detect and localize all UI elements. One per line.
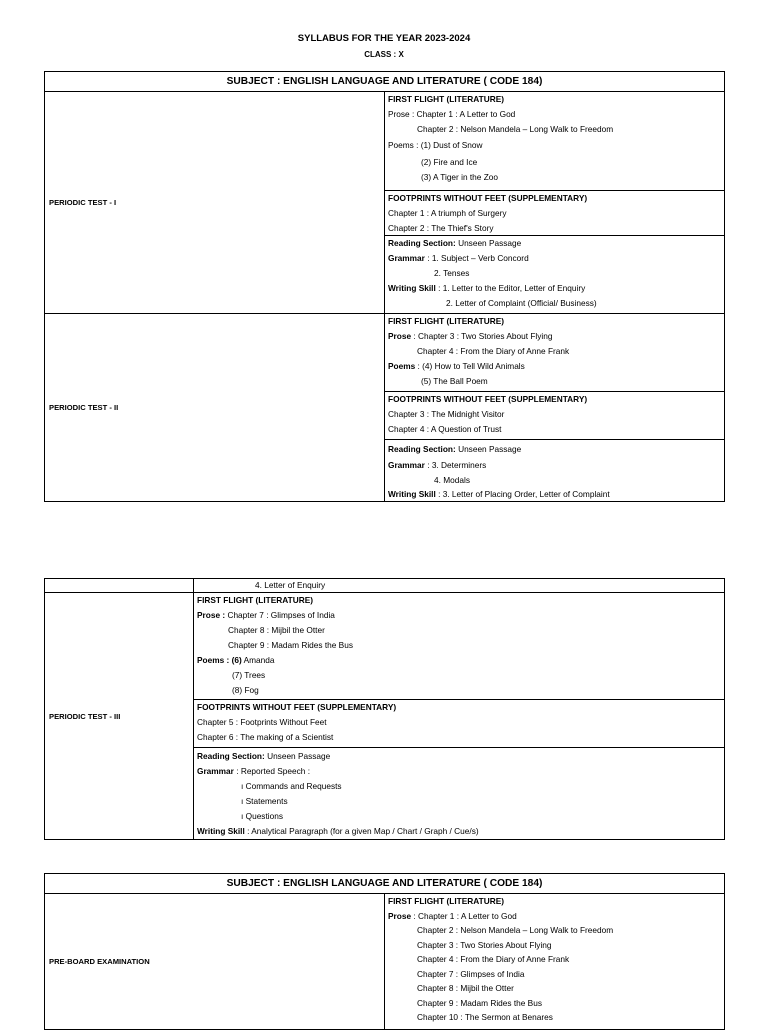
grammar-value: : 3. Determiners: [424, 460, 487, 470]
chapter-line: Chapter 8 : Mijbil the Otter: [228, 624, 325, 635]
reading-grammar-cell: [385, 236, 725, 314]
pre-board-label: PRE-BOARD EXAMINATION: [45, 894, 385, 1030]
table-row: [45, 593, 725, 700]
syllabus-table-2: [44, 578, 725, 840]
poems-value: : (4) How to Tell Wild Animals: [415, 360, 525, 371]
periodic-test-3-label: PERIODIC TEST - III: [45, 593, 194, 840]
prose-label: Prose :: [197, 609, 226, 620]
reading-value: Unseen Passage: [455, 238, 522, 248]
empty-label-cell: [45, 579, 194, 593]
writing-line: [197, 824, 721, 839]
chapter-line: Chapter 7 : Glimpses of India: [417, 968, 525, 979]
poem-line: (3) A Tiger in the Zoo: [421, 171, 499, 182]
chapter-line: Chapter 10 : The Sermon at Benares: [417, 1012, 553, 1022]
reading-label: Reading Section:: [388, 444, 456, 454]
chapter-line: Chapter 4 : From the Diary of Anne Frank: [417, 954, 570, 964]
prose-line: [388, 329, 721, 344]
first-flight-cell: [385, 92, 725, 191]
writing-value: : 1. Letter to the Editor, Letter of Enquiry: [435, 283, 586, 293]
writing-line: [388, 488, 721, 501]
syllabus-table-1: [44, 71, 725, 502]
footprints-cell: [194, 700, 725, 748]
grammar-item-text: Questions: [245, 811, 283, 821]
reading-grammar-cell: [385, 440, 725, 502]
poems-value: Amanda: [241, 654, 275, 665]
grammar-line: [388, 458, 721, 473]
syllabus-table-3: [44, 873, 725, 1030]
prose-value: : Chapter 1 : A Letter to God: [411, 910, 517, 921]
table-row: [45, 579, 725, 593]
table-row: [45, 894, 725, 1030]
chapter-line: Chapter 3 : The Midnight Visitor: [388, 408, 505, 419]
first-flight-cell: [385, 894, 725, 1030]
grammar-value: : Reported Speech :: [233, 766, 311, 776]
grammar-label: Grammar: [388, 460, 425, 470]
grammar-value: : 1. Subject – Verb Concord: [424, 253, 529, 263]
poem-line: (5) The Ball Poem: [421, 375, 488, 386]
poems-line: [197, 653, 721, 668]
grammar-item: ı Commands and Requests: [241, 781, 342, 791]
section-heading: FOOTPRINTS WITHOUT FEET (SUPPLEMENTARY): [388, 193, 588, 203]
chapter-line: Chapter 2 : Nelson Mandela – Long Walk to Freedom: [417, 925, 614, 935]
grammar-item: ı Statements: [241, 796, 288, 806]
chapter-line: Chapter 2 : Nelson Mandela – Long Walk to Freedom: [417, 123, 614, 134]
poems-line: Poems : (1) Dust of Snow: [388, 139, 483, 150]
poem-line: (8) Fog: [232, 684, 259, 695]
reading-value: Unseen Passage: [455, 444, 522, 454]
prose-label: Prose: [388, 330, 412, 341]
poem-line: (7) Trees: [232, 669, 266, 680]
writing-item: 4. Letter of Enquiry: [255, 580, 326, 590]
table-row: [45, 314, 725, 392]
table-row: [45, 92, 725, 191]
grammar-item: 4. Modals: [434, 475, 470, 485]
footprints-cell: [385, 191, 725, 236]
grammar-label: Grammar: [388, 253, 425, 263]
periodic-test-1-label: PERIODIC TEST - I: [45, 92, 385, 314]
reading-line: [388, 440, 721, 458]
prose-line: [197, 608, 721, 623]
grammar-item-text: Statements: [245, 796, 288, 806]
periodic-test-2-label: PERIODIC TEST - II: [45, 314, 385, 502]
class-label: CLASS : X: [364, 50, 404, 59]
writing-label: Writing Skill: [197, 826, 245, 836]
writing-line: [388, 281, 721, 296]
poem-line: (2) Fire and Ice: [421, 156, 478, 167]
grammar-line: [197, 764, 721, 779]
prose-label: Prose: [388, 910, 412, 921]
grammar-item-text: Commands and Requests: [245, 781, 342, 791]
reading-line: [197, 748, 721, 764]
reading-label: Reading Section:: [197, 751, 265, 761]
poems-line: [388, 359, 721, 374]
poems-label: Poems: [388, 360, 416, 371]
page-title: SYLLABUS FOR THE YEAR 2023-2024: [297, 33, 471, 44]
writing-value: : 3. Letter of Placing Order, Letter of Complaint: [435, 489, 610, 499]
chapter-line: Chapter 2 : The Thief's Story: [388, 222, 494, 233]
chapter-line: Chapter 3 : Two Stories About Flying: [417, 939, 552, 950]
reading-value: Unseen Passage: [264, 751, 331, 761]
footprints-cell: [385, 392, 725, 440]
writing-item: 2. Letter of Complaint (Official/ Business): [446, 298, 597, 308]
writing-label: Writing Skill: [388, 489, 436, 499]
prose-line: [388, 909, 721, 924]
reading-grammar-cell: [194, 748, 725, 840]
subject-row: [45, 874, 725, 894]
subject-heading: SUBJECT : ENGLISH LANGUAGE AND LITERATURE ( CODE 184): [45, 72, 725, 92]
chapter-line: Chapter 5 : Footprints Without Feet: [197, 716, 327, 727]
continuation-cell: [194, 579, 725, 593]
section-heading: FOOTPRINTS WITHOUT FEET (SUPPLEMENTARY): [388, 394, 588, 404]
poems-label: Poems : (6): [197, 654, 242, 665]
section-heading: FOOTPRINTS WITHOUT FEET (SUPPLEMENTARY): [197, 702, 397, 712]
subject-heading: SUBJECT : ENGLISH LANGUAGE AND LITERATURE ( CODE 184): [45, 874, 725, 894]
grammar-label: Grammar: [197, 766, 234, 776]
grammar-item: ı Questions: [241, 811, 283, 821]
prose-value: : Chapter 3 : Two Stories About Flying: [411, 330, 553, 341]
chapter-line: Chapter 4 : A Question of Trust: [388, 423, 502, 434]
section-heading: FIRST FLIGHT (LITERATURE): [388, 896, 504, 906]
chapter-line: Chapter 1 : A triumph of Surgery: [388, 207, 507, 218]
grammar-item: 2. Tenses: [434, 268, 470, 278]
chapter-line: Chapter 6 : The making of a Scientist: [197, 731, 334, 742]
prose-value: Chapter 7 : Glimpses of India: [225, 609, 335, 620]
chapter-line: Chapter 4 : From the Diary of Anne Frank: [417, 345, 570, 356]
reading-line: [388, 236, 721, 251]
section-heading: FIRST FLIGHT (LITERATURE): [388, 316, 504, 326]
chapter-line: Chapter 9 : Madam Rides the Bus: [417, 997, 542, 1008]
reading-label: Reading Section:: [388, 238, 456, 248]
section-heading: FIRST FLIGHT (LITERATURE): [388, 94, 504, 104]
writing-value: : Analytical Paragraph (for a given Map / Chart / Graph / Cue/s): [244, 826, 479, 836]
prose-line: Prose : Chapter 1 : A Letter to God: [388, 108, 516, 119]
section-heading: FIRST FLIGHT (LITERATURE): [197, 595, 313, 605]
subject-row: [45, 72, 725, 92]
first-flight-cell: [385, 314, 725, 392]
first-flight-cell: [194, 593, 725, 700]
grammar-line: [388, 251, 721, 266]
chapter-line: Chapter 8 : Mijbil the Otter: [417, 983, 514, 993]
chapter-line: Chapter 9 : Madam Rides the Bus: [228, 639, 353, 650]
writing-label: Writing Skill: [388, 283, 436, 293]
